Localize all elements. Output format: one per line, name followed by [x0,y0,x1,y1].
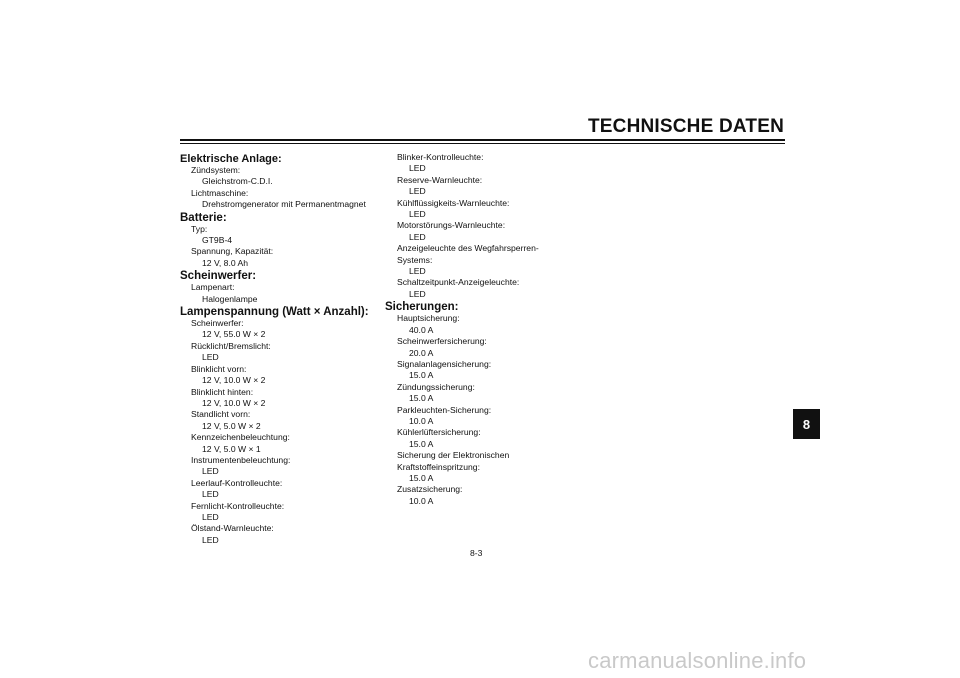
spec-label: Rücklicht/Bremslicht: [191,340,271,351]
spec-value: Halogenlampe [202,293,258,304]
spec-value: 12 V, 55.0 W × 2 [202,329,266,340]
spec-label: Typ: [191,223,208,234]
spec-value: 15.0 A [409,472,434,483]
spec-value: LED [202,352,219,363]
spec-label: Zündsystem: [191,165,241,175]
spec-label: Lampenart: [191,282,235,293]
spec-label: Scheinwerfer: [191,318,244,329]
spec-label: Kühlerlüftersicherung: [397,427,481,438]
spec-value: 10.0 A [409,415,434,426]
spec-value: LED [409,266,426,277]
spec-value: 15.0 A [409,438,434,449]
spec-value: LED [409,186,426,197]
spec-label: Blinker-Kontrolleuchte: [397,152,484,162]
spec-label-continued: Kraftstoffeinspritzung: [397,461,480,472]
spec-value: LED [409,209,426,220]
section-title: Scheinwerfer: [180,270,257,283]
right-column [385,152,585,507]
spec-label: Kennzeichenbeleuchtung: [191,432,290,443]
spec-label: Ölstand-Warnleuchte: [191,523,274,534]
spec-label: Hauptsicherung: [397,313,460,324]
spec-value: LED [409,288,426,299]
spec-value: 15.0 A [409,393,434,404]
spec-label: Reserve-Warnleuchte: [397,174,483,185]
spec-label: Anzeigeleuchte des Wegfahrsperren- [397,243,539,254]
title-rule-thin [180,143,785,144]
spec-label: Motorstörungs-Warnleuchte: [397,220,506,231]
spec-label: Signalanlagensicherung: [397,358,492,369]
spec-label: Leerlauf-Kontrolleuchte: [191,477,283,488]
spec-label: Blinklicht vorn: [191,363,247,374]
section-elektrische-anlage [180,153,380,211]
spec-value: 12 V, 10.0 W × 2 [202,397,266,408]
spec-value: 12 V, 8.0 Ah [202,257,249,268]
spec-label: Scheinwerfersicherung: [397,336,487,347]
chapter-tab: 8 [793,409,820,439]
spec-value: 12 V, 10.0 W × 2 [202,375,266,386]
section-title: Elektrische Anlage: [180,153,282,165]
page-number: 8-3 [470,548,483,558]
section-batterie [180,212,380,270]
section-sicherungen [385,301,585,507]
spec-label: Standlicht vorn: [191,409,251,420]
section-lampenspannung [180,306,380,546]
spec-value: 40.0 A [409,324,434,335]
spec-value: GT9B-4 [202,235,233,246]
spec-value: LED [202,534,219,545]
spec-label: Sicherung der Elektronischen [397,450,510,461]
section-scheinwerfer [180,270,380,305]
spec-value: 20.0 A [409,347,434,358]
title-rule-thick [180,139,785,141]
spec-value: Drehstromgenerator mit Permanentmagnet [202,199,366,210]
spec-label: Zusatzsicherung: [397,484,463,495]
spec-value: LED [202,466,219,477]
spec-label: Blinklicht hinten: [191,386,254,397]
spec-value: LED [409,231,426,242]
section-title: Sicherungen: [385,301,459,314]
spec-label: Kühlflüssigkeits-Warnleuchte: [397,197,510,208]
spec-value: 12 V, 5.0 W × 1 [202,443,261,454]
spec-value: 12 V, 5.0 W × 2 [202,420,261,431]
section-title: Batterie: [180,211,227,224]
spec-label: Instrumentenbeleuchtung: [191,454,291,465]
left-column [180,152,380,546]
watermark: carmanualsonline.info [588,648,807,673]
spec-value: Gleichstrom-C.D.I. [202,176,273,187]
spec-value: LED [409,163,426,174]
spec-value: LED [202,489,219,500]
spec-value: 15.0 A [409,370,434,381]
section-title: Lampenspannung (Watt × Anzahl): [180,306,369,319]
spec-label-continued: Systems: [397,254,433,265]
lamp-continuation [385,152,585,300]
spec-label: Fernlicht-Kontrolleuchte: [191,500,285,511]
spec-label: Zündungssicherung: [397,381,475,392]
spec-value: 10.0 A [409,495,434,506]
page-title: TECHNISCHE DATEN [587,116,784,137]
spec-label: Schaltzeitpunkt-Anzeigeleuchte: [397,277,520,288]
spec-label: Lichtmaschine: [191,187,249,198]
spec-label: Parkleuchten-Sicherung: [397,404,492,415]
spec-value: LED [202,511,219,522]
spec-label: Spannung, Kapazität: [191,246,274,257]
